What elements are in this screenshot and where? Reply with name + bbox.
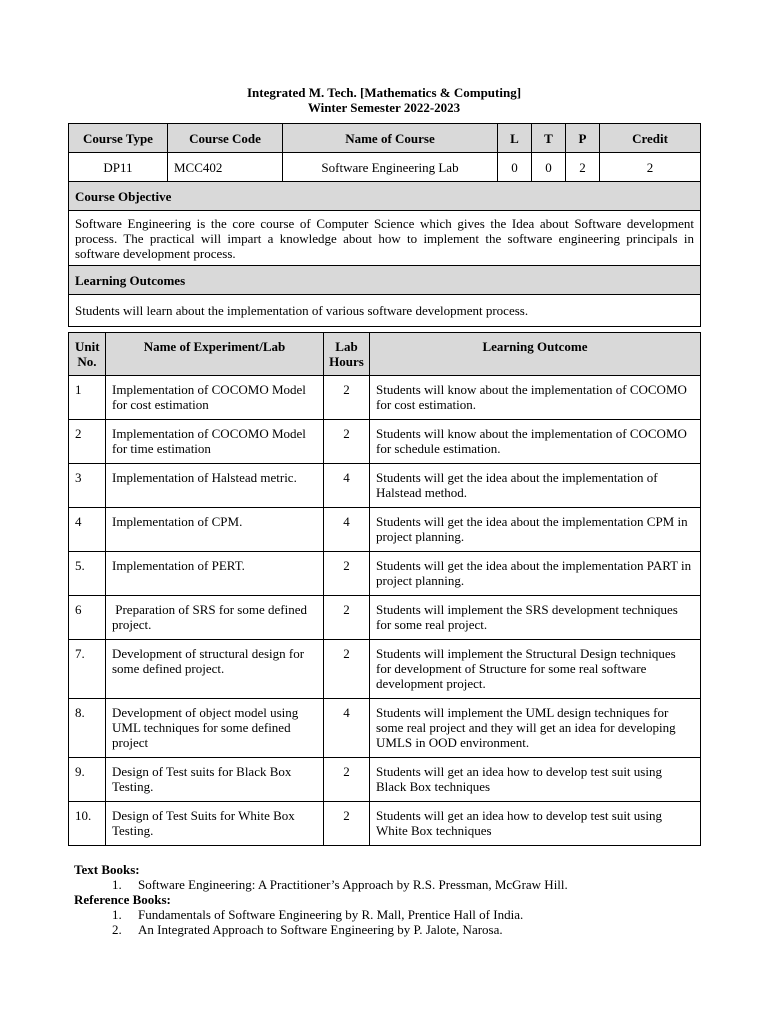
objective-text-row — [69, 211, 701, 266]
experiment-name: Development of object model using UML techniques for some defined project — [106, 699, 324, 758]
experiment-name: Implementation of COCOMO Model for time estimation — [106, 420, 324, 464]
col-course-code: Course Code — [168, 124, 283, 153]
course-info-table — [68, 123, 701, 327]
col-credit: Credit — [600, 124, 701, 153]
objective-heading-row — [69, 182, 701, 211]
unit-no: 9. — [69, 758, 106, 802]
t-value: 0 — [532, 153, 566, 182]
col-course-type: Course Type — [69, 124, 168, 153]
unit-no: 4 — [69, 508, 106, 552]
col-experiment-name: Name of Experiment/Lab — [106, 333, 324, 376]
learning-outcome: Students will know about the implementation of COCOMO for schedule estimation. — [370, 420, 701, 464]
course-code-value: MCC402 — [168, 153, 283, 182]
experiments-header-row — [69, 333, 701, 376]
table-row — [69, 758, 701, 802]
unit-no: 3 — [69, 464, 106, 508]
experiment-name: Implementation of CPM. — [106, 508, 324, 552]
lab-hours: 4 — [324, 508, 370, 552]
table-row — [69, 420, 701, 464]
learning-outcome: Students will get the idea about the implementation PART in project planning. — [370, 552, 701, 596]
learning-outcome: Students will get an idea how to develop test suit using Black Box techniques — [370, 758, 701, 802]
course-type-value: DP11 — [69, 153, 168, 182]
experiments-table — [68, 332, 701, 846]
lab-hours: 2 — [324, 376, 370, 420]
program-title: Integrated M. Tech. [Mathematics & Computing] — [246, 85, 522, 100]
credit-value: 2 — [600, 153, 701, 182]
l-value: 0 — [498, 153, 532, 182]
learning-outcome: Students will get an idea how to develop test suit using White Box techniques — [370, 802, 701, 846]
learning-outcome: Students will know about the implementation of COCOMO for cost estimation. — [370, 376, 701, 420]
reference-book-1: Fundamentals of Software Engineering by R. Mall, Prentice Hall of India. — [138, 907, 524, 922]
unit-no: 8. — [69, 699, 106, 758]
lab-hours: 2 — [324, 640, 370, 699]
unit-no: 10. — [69, 802, 106, 846]
lab-hours: 2 — [324, 420, 370, 464]
unit-no: 1 — [69, 376, 106, 420]
item-number: 2. — [112, 922, 122, 937]
outcomes-heading-row — [69, 266, 701, 295]
table-row — [69, 464, 701, 508]
outcomes-text-row — [69, 295, 701, 327]
col-unit-no: Unit No. — [69, 333, 106, 376]
lab-hours: 2 — [324, 802, 370, 846]
learning-outcome: Students will get the idea about the implementation CPM in project planning. — [370, 508, 701, 552]
outcomes-text: Students will learn about the implementation of various software development process. — [69, 295, 701, 327]
experiment-name: Implementation of COCOMO Model for cost estimation — [106, 376, 324, 420]
col-lab-hours: Lab Hours — [324, 333, 370, 376]
table-row — [69, 552, 701, 596]
objective-text: Software Engineering is the core course of Computer Science which gives the Idea about Software development process. The practical will impart a knowledge about how to implement the software engineering principals in software development process. — [69, 211, 701, 266]
learning-outcome: Students will implement the Structural Design techniques for development of Structure for some real software development project. — [370, 640, 701, 699]
books-section — [74, 862, 714, 937]
lab-hours: 2 — [324, 758, 370, 802]
lab-hours: 2 — [324, 596, 370, 640]
semester-title: Winter Semester 2022-2023 — [307, 100, 461, 115]
list-item — [74, 907, 714, 922]
item-number: 1. — [112, 907, 122, 922]
text-books-heading: Text Books: — [74, 862, 140, 877]
experiment-name: Implementation of Halstead metric. — [106, 464, 324, 508]
col-l: L — [498, 124, 532, 153]
experiment-name: Design of Test suits for Black Box Testing. — [106, 758, 324, 802]
table-row — [69, 640, 701, 699]
unit-no: 2 — [69, 420, 106, 464]
lab-hours: 4 — [324, 699, 370, 758]
table-row — [69, 376, 701, 420]
list-item — [74, 922, 714, 937]
p-value: 2 — [566, 153, 600, 182]
experiment-name: Design of Test Suits for White Box Testing. — [106, 802, 324, 846]
col-course-name: Name of Course — [283, 124, 498, 153]
document-title — [0, 85, 768, 115]
table-row — [69, 596, 701, 640]
table-row — [69, 699, 701, 758]
reference-book-2: An Integrated Approach to Software Engineering by P. Jalote, Narosa. — [138, 922, 503, 937]
table-row — [69, 802, 701, 846]
lab-hours: 2 — [324, 552, 370, 596]
list-item — [74, 877, 714, 892]
experiment-name: Implementation of PERT. — [106, 552, 324, 596]
course-data-row — [69, 153, 701, 182]
outcomes-heading: Learning Outcomes — [69, 266, 701, 295]
table-row — [69, 508, 701, 552]
objective-heading: Course Objective — [69, 182, 701, 211]
course-name-value: Software Engineering Lab — [283, 153, 498, 182]
experiment-name: Preparation of SRS for some defined project. — [106, 596, 324, 640]
learning-outcome: Students will get the idea about the implementation of Halstead method. — [370, 464, 701, 508]
unit-no: 5. — [69, 552, 106, 596]
course-header-row — [69, 124, 701, 153]
reference-books-heading: Reference Books: — [74, 892, 171, 907]
lab-hours: 4 — [324, 464, 370, 508]
item-number: 1. — [112, 877, 122, 892]
unit-no: 6 — [69, 596, 106, 640]
col-learning-outcome: Learning Outcome — [370, 333, 701, 376]
text-book-1: Software Engineering: A Practitioner’s Approach by R.S. Pressman, McGraw Hill. — [138, 877, 568, 892]
col-p: P — [566, 124, 600, 153]
learning-outcome: Students will implement the SRS development techniques for some real project. — [370, 596, 701, 640]
experiment-name: Development of structural design for some defined project. — [106, 640, 324, 699]
col-t: T — [532, 124, 566, 153]
unit-no: 7. — [69, 640, 106, 699]
learning-outcome: Students will implement the UML design techniques for some real project and they will get an idea for developing UMLS in OOD environment. — [370, 699, 701, 758]
